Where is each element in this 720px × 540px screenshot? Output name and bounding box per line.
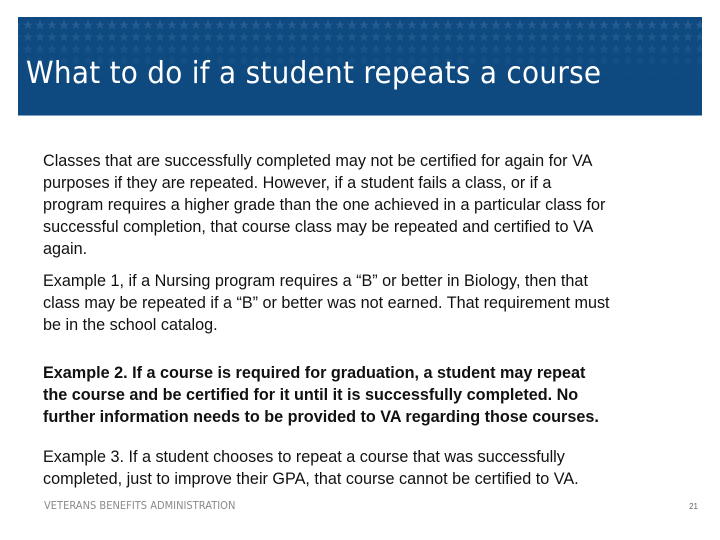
text-line: class may be repeated if a “B” or better was not earned. That requirement must <box>43 294 610 312</box>
title-banner <box>18 17 702 116</box>
text-line: program requires a higher grade than the one achieved in a particular class for <box>43 196 606 214</box>
text-line: again. <box>43 240 88 258</box>
text-line: further information needs to be provided to VA regarding those courses. <box>43 408 599 426</box>
text-line: Example 1, if a Nursing program requires a “B” or better in Biology, then that <box>43 272 588 290</box>
paragraph-example-3 <box>43 446 579 490</box>
text-line: the course and be certified for it until it is successfully completed. No <box>43 386 579 404</box>
text-line: purposes if they are repeated. However, if a student fails a class, or if a <box>43 174 552 192</box>
slide-title: What to do if a student repeats a course <box>26 56 602 91</box>
text-line: completed, just to improve their GPA, that course cannot be certified to VA. <box>43 470 579 488</box>
text-line: Example 2. If a course is required for graduation, a student may repeat <box>43 364 586 382</box>
text-line: Classes that are successfully completed may not be certified for again for VA <box>43 152 593 170</box>
paragraph-example-2 <box>43 362 599 428</box>
page-number: 21 <box>689 502 698 511</box>
footer-text: VETERANS BENEFITS ADMINISTRATION <box>44 499 236 512</box>
text-line: Example 3. If a student chooses to repeat a course that was successfully <box>43 448 565 466</box>
text-line: be in the school catalog. <box>43 316 218 334</box>
paragraph-example-1 <box>43 270 610 336</box>
paragraph-intro <box>43 150 605 260</box>
text-line: successful completion, that course class may be repeated and certified to VA <box>43 218 594 236</box>
